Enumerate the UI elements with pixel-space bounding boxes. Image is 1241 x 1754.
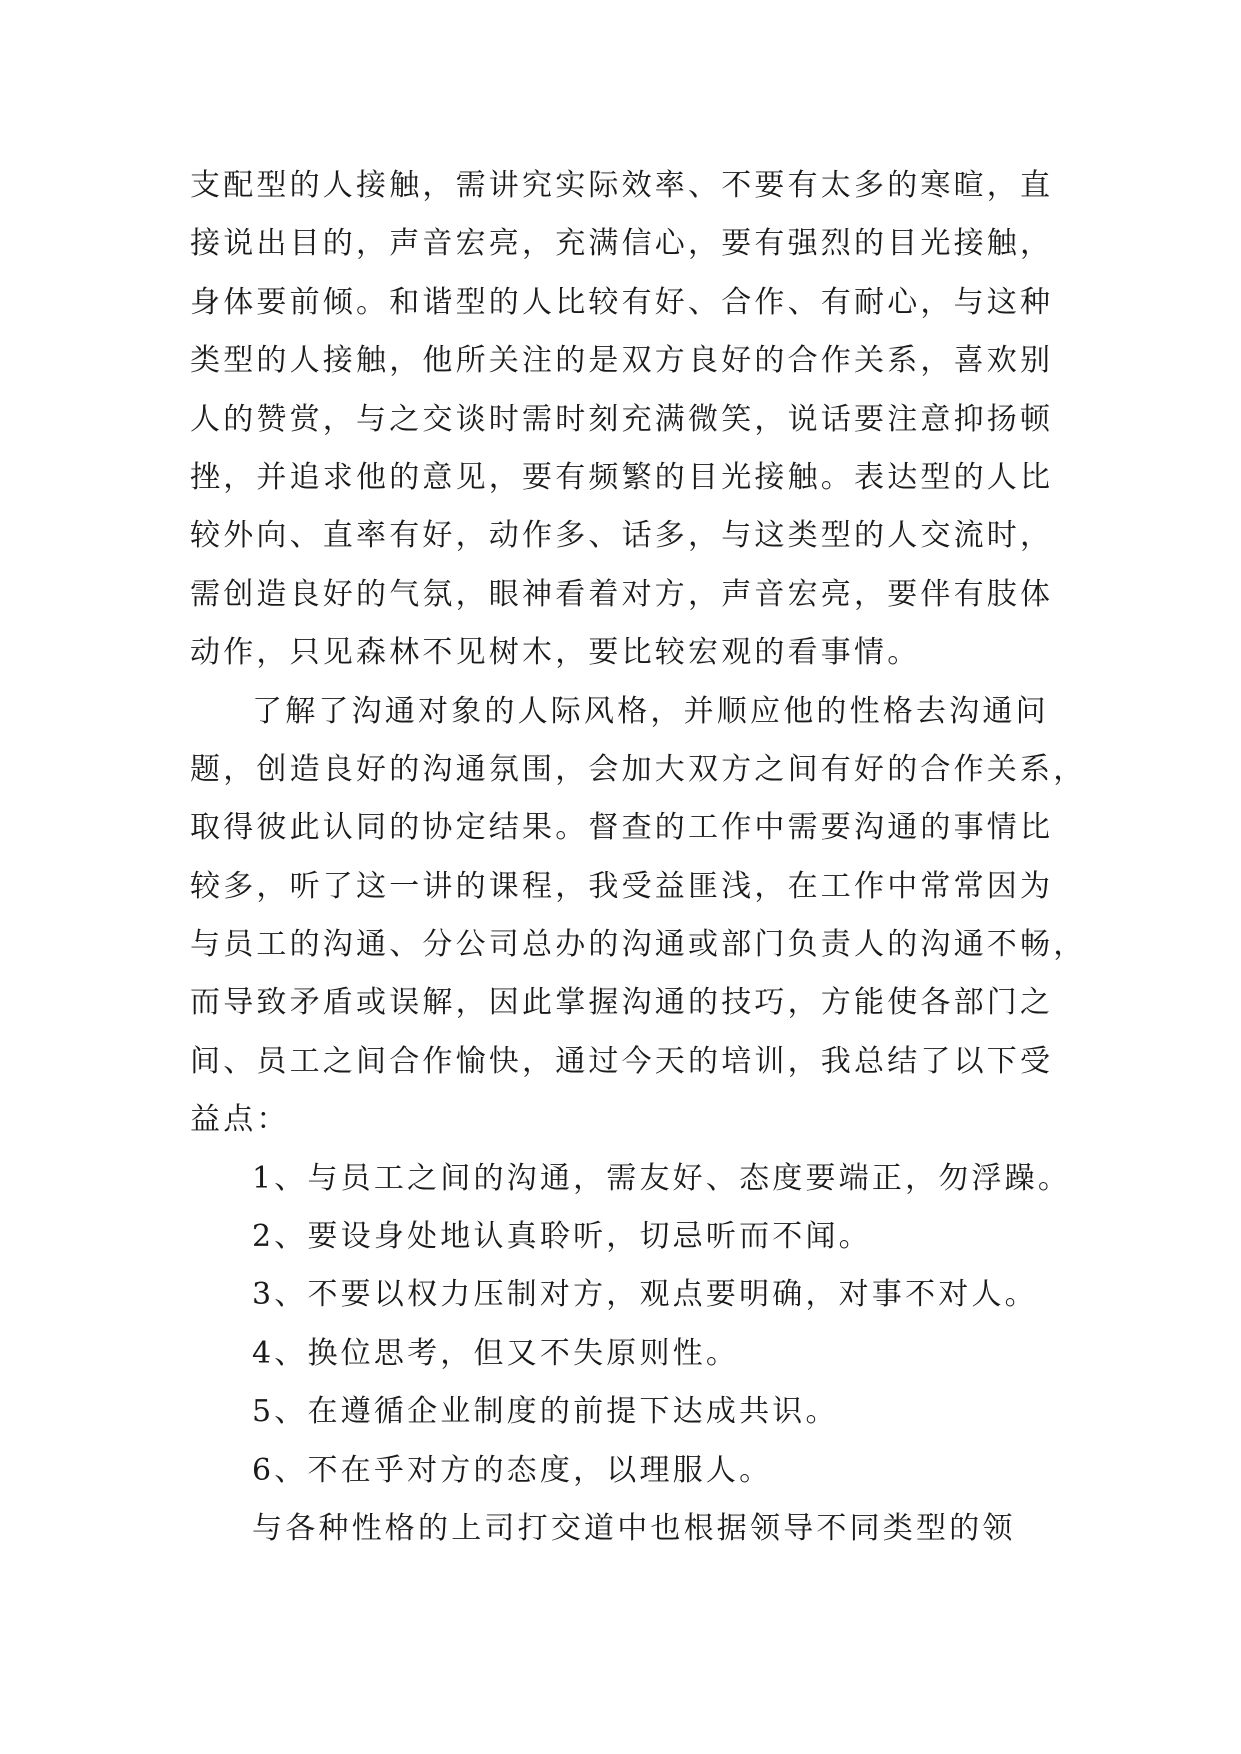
list-item: 2、要设身处地认真聆听，切忌听而不闻。 (252, 1219, 872, 1255)
text-line: 支配型的人接触，需讲究实际效率、不要有太多的寒暄，直 (190, 168, 1054, 203)
text-line: 益点： (190, 1102, 290, 1138)
text-line: 与员工的沟通、分公司总办的沟通或部门负责人的沟通不畅， (190, 927, 1087, 963)
list-item: 5、在遵循企业制度的前提下达成共识。 (252, 1394, 839, 1430)
text-line: 类型的人接触，他所关注的是双方良好的合作关系，喜欢别 (190, 343, 1054, 379)
text-line: 身体要前倾。和谐型的人比较有好、合作、有耐心，与这种 (190, 284, 1054, 320)
text-line: 而导致矛盾或误解，因此掌握沟通的技巧，方能使各部门之 (190, 985, 1054, 1021)
paragraph-start-line: 与各种性格的上司打交道中也根据领导不同类型的领 (252, 1510, 1016, 1546)
text-line: 人的赞赏，与之交谈时需时刻充满微笑，说话要注意抑扬顿 (190, 401, 1054, 437)
text-line: 挫，并追求他的意见，要有频繁的目光接触。表达型的人比 (190, 459, 1054, 495)
list-item: 4、换位思考，但又不失原则性。 (252, 1335, 740, 1371)
paragraph-start-line: 了解了沟通对象的人际风格，并顺应他的性格去沟通问 (252, 693, 1049, 729)
list-item: 6、不在乎对方的态度，以理服人。 (252, 1452, 773, 1488)
list-item: 1、与员工之间的沟通，需友好、态度要端正，勿浮躁。 (252, 1160, 1072, 1196)
text-line: 间、员工之间合作愉快，通过今天的培训，我总结了以下受 (190, 1043, 1054, 1079)
text-line: 较外向、直率有好，动作多、话多，与这类型的人交流时， (190, 518, 1054, 554)
text-line: 较多，听了这一讲的课程，我受益匪浅，在工作中常常因为 (190, 868, 1054, 904)
text-line: 取得彼此认同的协定结果。督查的工作中需要沟通的事情比 (190, 810, 1054, 846)
text-line: 动作，只见森林不见树木，要比较宏观的看事情。 (190, 635, 921, 671)
text-line: 题，创造良好的沟通氛围，会加大双方之间有好的合作关系， (190, 751, 1087, 787)
list-item: 3、不要以权力压制对方，观点要明确，对事不对人。 (252, 1277, 1038, 1313)
text-line: 需创造良好的气氛，眼神看着对方，声音宏亮，要伴有肢体 (190, 576, 1054, 612)
body-text (190, 157, 1087, 1558)
text-line: 接说出目的，声音宏亮，充满信心，要有强烈的目光接触， (190, 226, 1054, 262)
